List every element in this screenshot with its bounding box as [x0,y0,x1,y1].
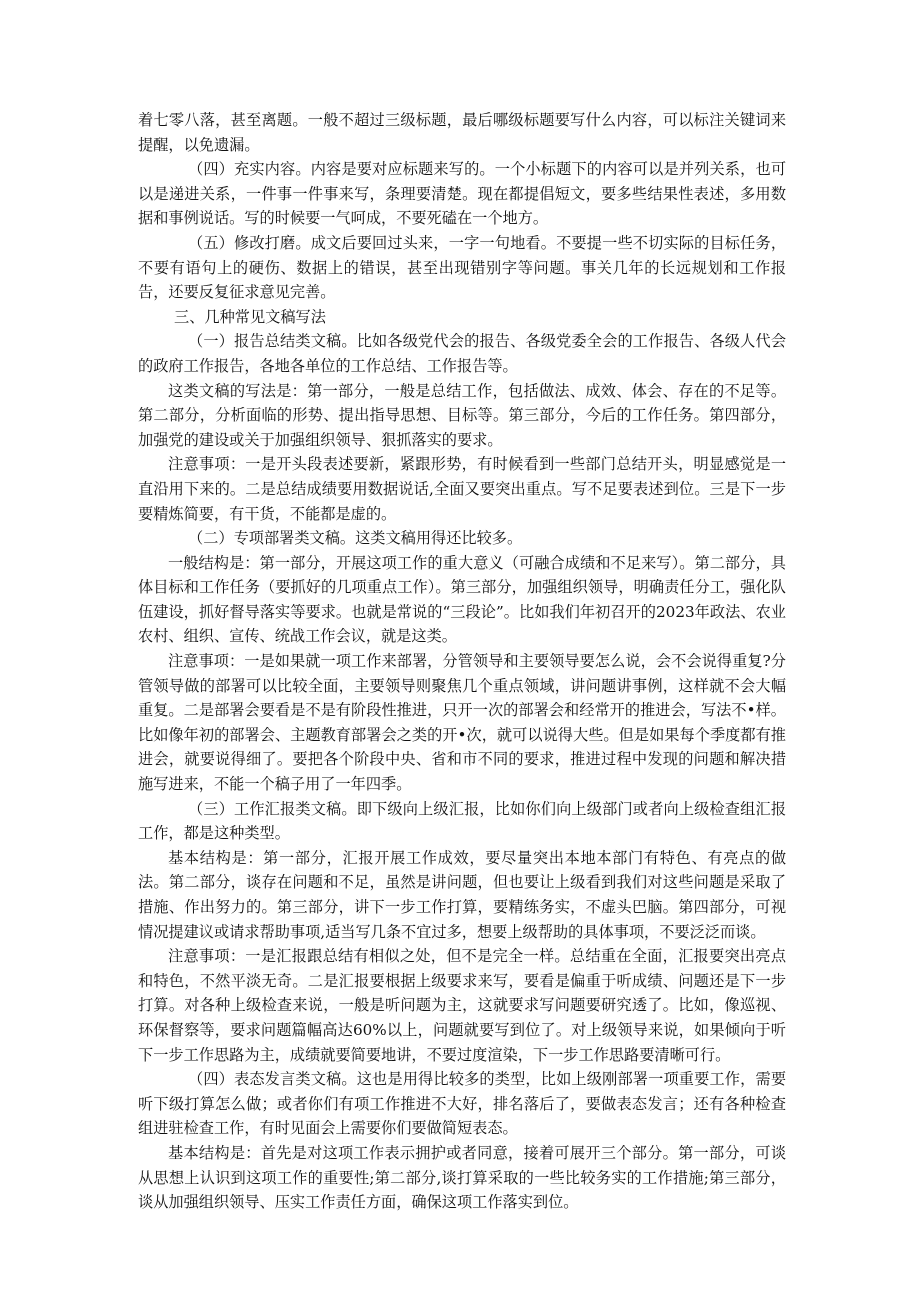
paragraph-5: （一）报告总结类文稿。比如各级党代会的报告、各级党委全会的工作报告、各级人代会的政府工作报告，各地各单位的工作总结、工作报告等。 [138,332,786,375]
paragraph-7: 注意事项：一是开头段表述要新，紧跟形势，有时候看到一些部门总结开头，明显感觉是一直沿用下来的。二是总结成绩要用数据说话,全面又要突出重点。写不足要表述到位。三是下一步要精炼简要，有干货，不能都是虚的。 [138,455,786,523]
paragraph-14: （四）表态发言类文稿。这也是用得比较多的类型，比如上级刚部署一项重要工作，需要听下级打算怎么做；或者你们有项工作推进不大好，排名落后了，要做表态发言；还有各种检查组进驻检查工作，有时见面会上需要你们要做简短表态。 [138,1070,786,1138]
paragraph-8: （二）专项部署类文稿。这类文稿用得还比较多。 [188,529,523,548]
document-body [138,108,786,1215]
paragraph-10: 注意事项：一是如果就一项工作来部署，分管领导和主要领导要怎么说，会不会说得重复?分管领导做的部署可以比较全面，主要领导则聚焦几个重点领域，讲问题讲事例，这样就不会大幅重复。二是部署会要看是不是有阶段性推进，只开一次的部署会和经常开的推进会，写法不•样。比如像年初的部署会、主题教育部署会之类的开•次，就可以说得大些。但是如果每个季度都有推进会，就要说得细了。要把各个阶段中央、省和市不同的要求，推进过程中发现的问题和解决措施写进来，不能一个稿子用了一年四季。 [138,652,786,794]
paragraph-11: （三）工作汇报类文稿。即下级向上级汇报，比如你们向上级部门或者向上级检查组汇报工作，都是这种类型。 [138,799,786,843]
section-heading: 三、几种常见文稿写法 [174,307,326,326]
paragraph-12: 基本结构是：第一部分，汇报开展工作成效，要尽量突出本地本部门有特色、有亮点的做法。第二部分，谈存在问题和不足，虽然是讲问题，但也要让上级看到我们对这些问题是采取了措施、作出努力的。第三部分，讲下一步工作打算，要精练务实，不虚头巴脑。第四部分，可视情况提建议或请求帮助事项,适当写几条不宜过多，想要上级帮助的具体事项，不要泛泛而谈。 [138,848,786,941]
paragraph-9: 一般结构是：第一部分，开展这项工作的重大意义（可融合成绩和不足来写）。第二部分，具体目标和工作任务（要抓好的几项重点工作）。第三部分，加强组织领导，明确责任分工，强化队伍建设，抓好督导落实等要求。也就是常说的“三段论”。比如我们年初召开的2023年政法、农业农村、组织、宣传、统战工作会议，就是这类。 [138,553,786,646]
paragraph-13: 注意事项：一是汇报跟总结有相似之处，但不是完全一样。总结重在全面，汇报要突出亮点和特色，不然平淡无奇。二是汇报要根据上级要求来写，要看是偏重于听成绩、问题还是下一步打算。对各种上级检查来说，一般是听问题为主，这就要求写问题要研究透了。比如，像巡视、环保督察等，要求问题篇幅高达60%以上，问题就要写到位了。对上级领导来说，如果倾向于听下一步工作思路为主，成绩就要简要地讲，不要过度渲染，下一步工作思路要清晰可行。 [138,947,786,1064]
paragraph-6: 这类文稿的写法是：第一部分，一般是总结工作，包括做法、成效、体会、存在的不足等。第二部分，分析面临的形势、提出指导思想、目标等。第三部分，今后的工作任务。第四部分，加强党的建设或关于加强组织领导、狠抓落实的要求。 [138,381,786,449]
paragraph-1: 着七零八落，甚至离题。一般不超过三级标题，最后哪级标题要写什么内容，可以标注关键词来提醒，以免遗漏。 [138,111,786,154]
paragraph-2: （四）充实内容。内容是要对应标题来写的。一个小标题下的内容可以是并列关系，也可以是递进关系，一件事一件事来写，条理要清楚。现在都提倡短文，要多些结果性表述，多用数据和事例说话。写的时候要一气呵成，不要死磕在一个地方。 [138,160,786,228]
paragraph-3: （五）修改打磨。成文后要回过头来，一字一句地看。不要提一些不切实际的目标任务，不要有语句上的硬伤、数据上的错误，甚至出现错别字等问题。事关几年的长远规划和工作报告，还要反复征求意见完善。 [138,233,786,302]
paragraph-15: 基本结构是：首先是对这项工作表示拥护或者同意，接着可展开三个部分。第一部分，可谈从思想上认识到这项工作的重要性;第二部分,谈打算采取的一些比较务实的工作措施;第三部分，谈从加强组织领导、压实工作责任方面，确保这项工作落实到位。 [138,1143,786,1212]
